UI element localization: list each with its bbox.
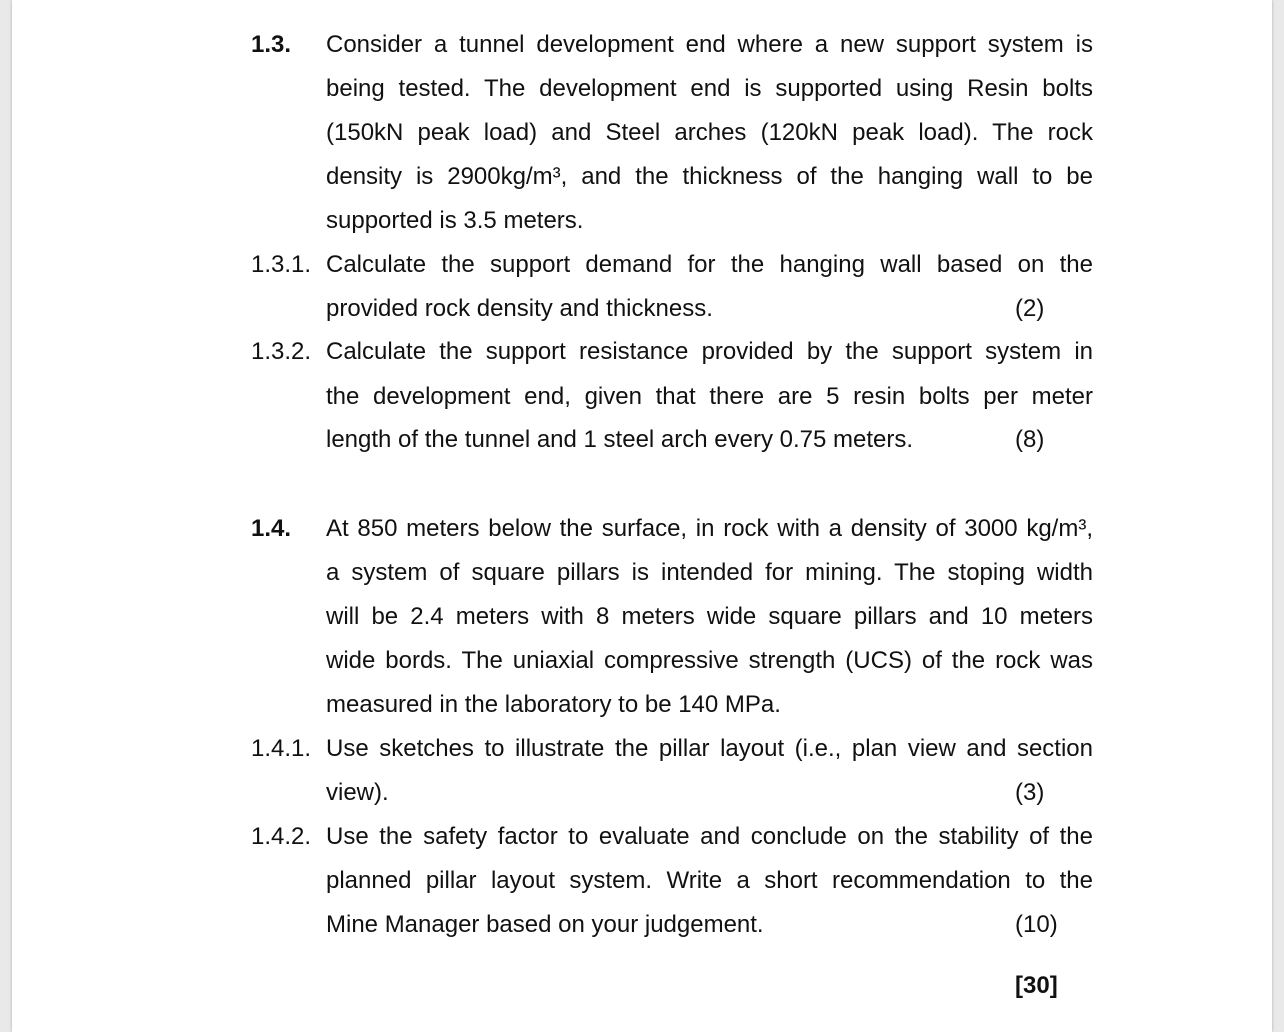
question-1-4-line-1: At 850 meters below the surface, in rock with a density of 3000 kg/m³, [326, 515, 1093, 542]
question-number-1-4-1: 1.4.1. [251, 735, 312, 762]
question-1-4-line-4: wide bords. The uniaxial compressive strength (UCS) of the rock was [326, 647, 1093, 674]
question-1-4-1-line-2: view). [326, 779, 389, 806]
question-number-1-3-1: 1.3.1. [251, 251, 312, 278]
question-1-4-2-line-1: Use the safety factor to evaluate and conclude on the stability of the [326, 823, 1093, 850]
question-1-3-1-line-2: provided rock density and thickness. [326, 295, 713, 322]
document-page [12, 0, 1272, 1032]
marks-1-4-2: (10) [1015, 911, 1058, 938]
question-1-4-line-3: will be 2.4 meters with 8 meters wide square pillars and 10 meters [326, 603, 1093, 630]
marks-1-3-1: (2) [1015, 295, 1045, 322]
question-1-4-2-line-3: Mine Manager based on your judgement. [326, 911, 764, 938]
question-1-3-line-4: density is 2900kg/m³, and the thickness of the hanging wall to be [326, 163, 1093, 190]
question-number-1-3-2: 1.3.2. [251, 338, 312, 365]
marks-1-3-2: (8) [1015, 426, 1045, 453]
question-1-4-1-line-1: Use sketches to illustrate the pillar layout (i.e., plan view and section [326, 735, 1093, 762]
marks-1-4-1: (3) [1015, 779, 1045, 806]
question-1-3-2-line-1: Calculate the support resistance provided by the support system in [326, 338, 1093, 365]
question-1-3-line-3: (150kN peak load) and Steel arches (120kN peak load). The rock [326, 119, 1093, 146]
question-number-1-3: 1.3. [251, 31, 292, 58]
question-number-1-4-2: 1.4.2. [251, 823, 312, 850]
question-1-3-line-1: Consider a tunnel development end where a new support system is [326, 31, 1093, 58]
question-1-3-2-line-3: length of the tunnel and 1 steel arch every 0.75 meters. [326, 426, 914, 453]
question-1-4-line-2: a system of square pillars is intended for mining. The stoping width [326, 559, 1093, 586]
total-marks: [30] [1015, 972, 1058, 999]
question-1-3-line-5: supported is 3.5 meters. [326, 207, 584, 234]
question-1-4-2-line-2: planned pillar layout system. Write a short recommendation to the [326, 867, 1093, 894]
question-1-3-2-line-2: the development end, given that there are 5 resin bolts per meter [326, 383, 1093, 410]
question-1-3-1-line-1: Calculate the support demand for the hanging wall based on the [326, 251, 1093, 278]
question-1-4-line-5: measured in the laboratory to be 140 MPa. [326, 691, 781, 718]
question-number-1-4: 1.4. [251, 515, 292, 542]
question-1-3-line-2: being tested. The development end is supported using Resin bolts [326, 75, 1093, 102]
